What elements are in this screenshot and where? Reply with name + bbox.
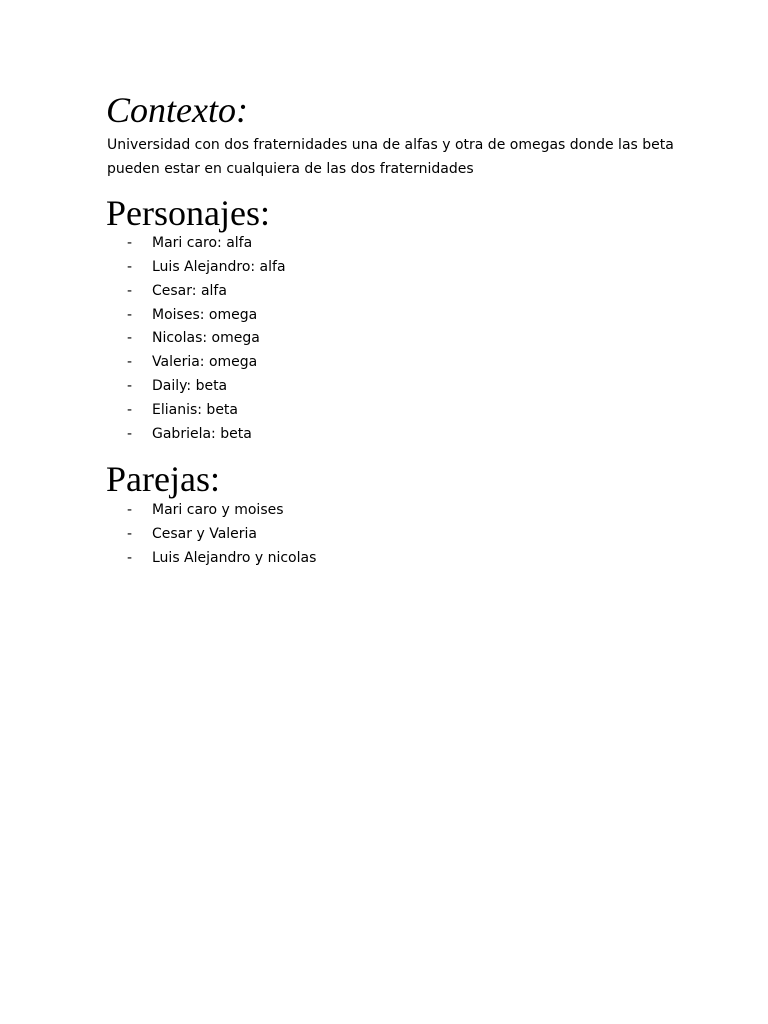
parejas-list	[127, 499, 316, 571]
list-item-text: Mari caro y moises	[152, 502, 284, 518]
list-item-text: Mari caro: alfa	[152, 235, 253, 251]
list-item	[127, 523, 316, 547]
contexto-paragraph: Universidad con dos fraternidades una de alfas y otra de omegas donde las beta pueden estar en cualquiera de las dos fraternidades	[107, 137, 674, 177]
list-bullet: -	[127, 525, 133, 542]
list-item	[127, 327, 286, 351]
list-item-text: Nicolas: omega	[152, 330, 260, 347]
list-bullet: -	[127, 401, 133, 418]
contexto-heading: Contexto:	[106, 90, 248, 130]
list-bullet: -	[127, 425, 133, 442]
list-item-text: Luis Alejandro y nicolas	[152, 549, 317, 566]
list-bullet: -	[127, 502, 133, 518]
list-item-text: Daily: beta	[152, 378, 228, 395]
list-bullet: -	[127, 378, 133, 395]
list-item-text: Cesar: alfa	[152, 282, 227, 299]
list-item	[127, 423, 286, 447]
list-item	[127, 375, 286, 399]
list-item-text: Cesar y Valeria	[152, 525, 257, 542]
list-item	[127, 547, 316, 571]
list-bullet: -	[127, 282, 133, 299]
list-bullet: -	[127, 258, 133, 275]
list-item-text: Luis Alejandro: alfa	[152, 258, 286, 275]
list-item-text: Elianis: beta	[152, 401, 238, 418]
personajes-list	[127, 232, 286, 447]
list-bullet: -	[127, 330, 133, 347]
list-bullet: -	[127, 235, 133, 251]
personajes-heading: Personajes:	[106, 193, 270, 233]
list-item-text: Valeria: omega	[152, 354, 258, 371]
list-item	[127, 499, 316, 523]
list-item	[127, 304, 286, 328]
list-bullet: -	[127, 306, 133, 323]
list-item	[127, 232, 286, 256]
list-item-text: Gabriela: beta	[152, 425, 252, 442]
list-item-text: Moises: omega	[152, 306, 258, 323]
list-item	[127, 351, 286, 375]
list-bullet: -	[127, 354, 133, 371]
list-item	[127, 399, 286, 423]
list-item	[127, 280, 286, 304]
list-item	[127, 256, 286, 280]
list-bullet: -	[127, 549, 133, 566]
parejas-heading: Parejas:	[106, 459, 220, 499]
